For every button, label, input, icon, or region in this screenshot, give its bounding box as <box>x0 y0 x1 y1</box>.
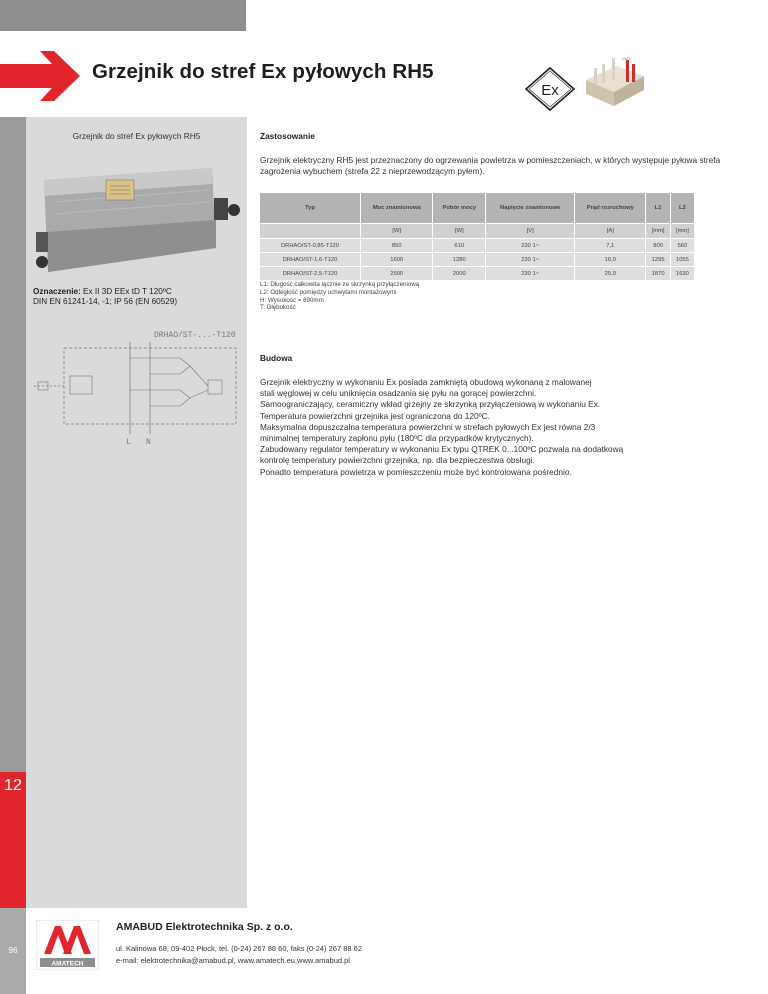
ex-symbol-text: Ex <box>541 82 559 99</box>
table-cell: 7,1 <box>575 239 646 252</box>
budowa-text <box>260 377 700 478</box>
budowa-line: stali węglowej w celu uniknięcia osadzania się pyłu na gorącej powierzchni. <box>260 388 537 399</box>
company-address: ul. Kalinowa 68, 09-402 Płock, tel. (0-24) 267 88 60, faks (0-24) 267 88 62 <box>116 944 362 953</box>
marking-standards: DIN EN 61241-14, -1; IP 56 (EN 60529) <box>33 297 178 306</box>
table-cell: 1055 <box>671 253 694 266</box>
table-cell: [mm] <box>671 224 694 238</box>
top-tab <box>0 0 246 31</box>
table-notes <box>260 281 560 312</box>
spec-table <box>260 192 694 281</box>
table-cell: 1280 <box>433 253 486 266</box>
table-header: Prąd rozruchowy <box>575 193 646 223</box>
table-cell: 16,0 <box>575 253 646 266</box>
table-cell: 2000 <box>433 267 486 280</box>
budowa-line: kontrolę temperatury powierzchni grzejnika, np. dla bezpieczestwa obsługi. <box>260 455 535 466</box>
budowa-line: Grzejnik elektryczny w wykonaniu Ex posiada zamkniętą obudową wykonaną z malowanej <box>260 377 592 387</box>
table-cell: 230 1~ <box>486 239 575 252</box>
table-header: Napięcie znamionowe <box>486 193 575 223</box>
table-header: Pobór mocy <box>433 193 486 223</box>
budowa-line: Maksymalna dopuszczalna temperatura powierzchni w strefach pyłowych Ex jest równa 2/3 <box>260 421 596 432</box>
table-cell: 230 1~ <box>486 253 575 266</box>
table-cell: 2500 <box>361 267 433 280</box>
atex-ex-mark-icon <box>524 66 576 112</box>
table-cell: [W] <box>433 224 486 238</box>
note-line: L1: Długość całkowita łącznie ze skrzynką przyłączeniową <box>260 281 420 288</box>
amatech-logo-icon <box>36 920 99 970</box>
table-units-row <box>260 224 694 238</box>
plate-label: DRHAO/ST-...-T120 <box>154 331 236 340</box>
table-header: L1 <box>646 193 670 223</box>
marking-value: Ex II 3D EEx tD T 120ºC <box>80 287 172 296</box>
note-line: L2: Odległość pomiędzy uchwytami montażowymi <box>260 288 397 296</box>
company-name: AMABUD Elektrotechnika Sp. z o.o. <box>116 921 293 933</box>
table-cell: 610 <box>433 239 486 252</box>
terminal-l: L <box>126 438 131 447</box>
table-header: Moc znamionowa <box>361 193 433 223</box>
terminal-n: N <box>146 438 151 447</box>
page-title: Grzejnik do stref Ex pyłowych RH5 <box>92 60 434 83</box>
table-cell: 1870 <box>646 267 670 280</box>
table-cell: [W] <box>361 224 433 238</box>
company-contacts: e-mail: elektrotechnika@amabud.pl, www.amatech.eu,www.amabud.pl <box>116 956 350 965</box>
table-cell: [A] <box>575 224 646 238</box>
logo-text: AMATECH <box>51 960 84 968</box>
table-header-row <box>260 193 694 223</box>
dust-zone-product-photo <box>582 52 648 108</box>
section-heading-zastosowanie: Zastosowanie <box>260 131 315 141</box>
table-row <box>260 267 694 280</box>
table-cell: 1630 <box>671 267 694 280</box>
budowa-line: Temperatura powierzchni grzejnika jest ograniczona do 120ºC. <box>260 410 490 421</box>
table-cell: [mm] <box>646 224 670 238</box>
table-cell: [V] <box>486 224 575 238</box>
marking-label: Oznaczenie: <box>33 287 81 296</box>
chapter-number: 12 <box>4 777 22 794</box>
table-cell: 1600 <box>361 253 433 266</box>
side-strip <box>0 117 26 772</box>
table-cell <box>260 224 361 238</box>
table-cell: 230 1~ <box>486 267 575 280</box>
heater-photo <box>34 162 244 282</box>
table-cell: DRHAO/ST-0,85-T120 <box>260 239 361 252</box>
table-cell: DRHAO/ST-1,6-T120 <box>260 253 361 266</box>
ex-marking <box>33 287 245 307</box>
budowa-line: Zabudowany regulator temperatury w wykonaniu Ex typu QTREK 0...100ºC pozwala na dodatkową <box>260 444 624 455</box>
table-cell: 850 <box>361 239 433 252</box>
table-cell: 1295 <box>646 253 670 266</box>
budowa-line: Ponadto temperatura powietrza w pomieszczeniu może być kontrolowana pośrednio. <box>260 466 572 477</box>
table-header: Typ <box>260 193 361 223</box>
table-header: L2 <box>671 193 694 223</box>
section-heading-budowa: Budowa <box>260 353 293 363</box>
table-cell: 560 <box>671 239 694 252</box>
table-cell: DRHAO/ST-2,5-T120 <box>260 267 361 280</box>
table-row <box>260 253 694 266</box>
red-arrow-icon <box>0 47 82 105</box>
wiring-diagram <box>30 328 245 448</box>
page-number: 96 <box>8 946 18 955</box>
zastosowanie-text: Grzejnik elektryczny RH5 jest przeznaczony do ogrzewania powietrza w pomieszczeniach, w których występuje pyłowa strefa zagrożenia wybuchem (strefa 22 z nieprzewodzącym pyłem). <box>260 155 721 176</box>
note-line: T: Głębokość <box>260 304 296 312</box>
budowa-line: minimalnej temperatury zapłonu pyłu (180ºC dla przypadków krytycznych). <box>260 433 534 444</box>
table-cell: 800 <box>646 239 670 252</box>
table-row <box>260 239 694 252</box>
photo-caption: Grzejnik do stref Ex pyłowych RH5 <box>72 131 201 141</box>
table-cell: 25,0 <box>575 267 646 280</box>
note-line: H: Wysokość = 690mm <box>260 296 324 304</box>
budowa-line: Samoograniczający, ceramiczny wkład grzejny ze skrzynką przyłączeniową w wykonaniu Ex. <box>260 399 601 410</box>
